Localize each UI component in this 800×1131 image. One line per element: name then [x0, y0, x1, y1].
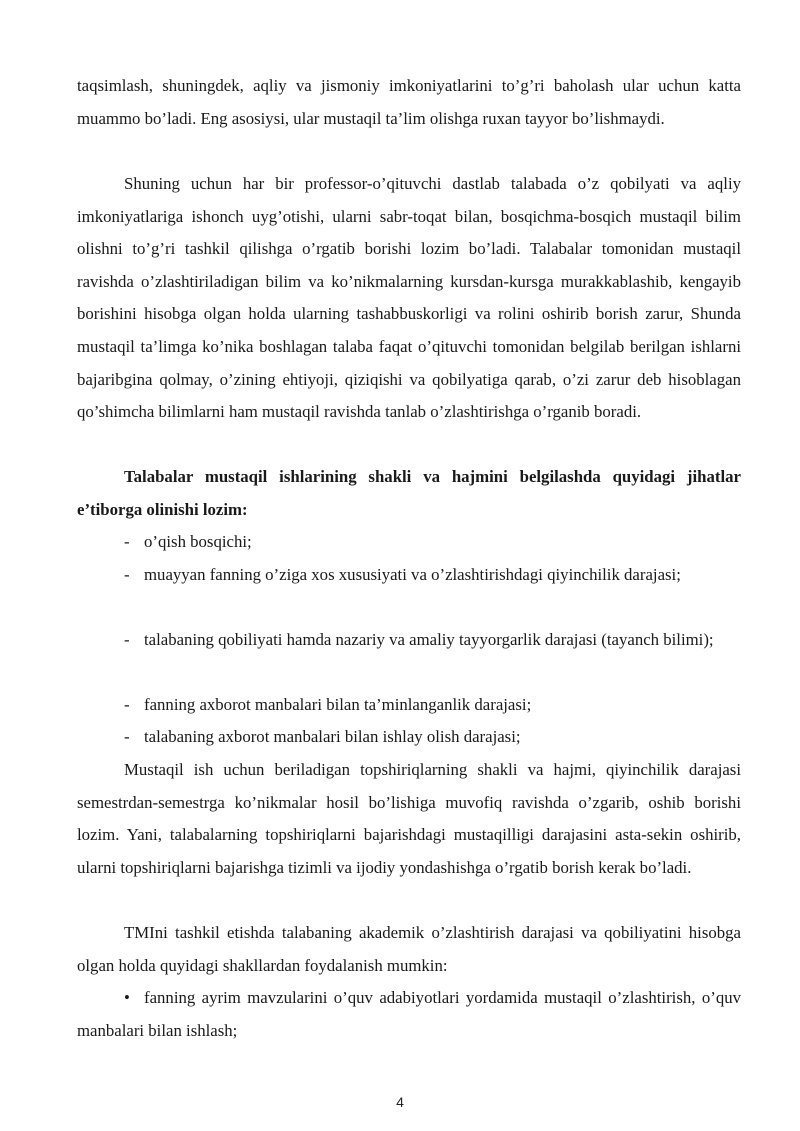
list-item-dash [77, 559, 741, 592]
list-item-text: muayyan fanning o’ziga xos xususiyati va o’zlashtirishdagi qiyinchilik darajasi; [144, 565, 681, 584]
paragraph-tmi-forms: TMIni tashkil etishda talabaning akademik o’zlashtirish darajasi va qobiliyatini hisobga olgan holda quyidagi shakllardan foydalanish mumkin: [77, 923, 741, 975]
list-item-text: fanning axborot manbalari bilan ta’minlanganlik darajasi; [144, 695, 532, 714]
dash-marker: - [124, 532, 130, 551]
page-number: 4 [396, 1094, 404, 1110]
paragraph-intro: taqsimlash, shuningdek, aqliy va jismoniy imkoniyatlarini to’g’ri baholash ular uchun katta muammo bo’ladi. Eng asosiysi, ular mustaqil ta’lim olishga ruxan tayyor bo’lishmaydi. [77, 76, 741, 128]
list-item-bullet [77, 982, 741, 1047]
list-item-text: o’qish bosqichi; [144, 532, 252, 551]
dash-marker: - [124, 727, 130, 746]
list-item-text: talabaning qobiliyati hamda nazariy va amaliy tayyorgarlik darajasi (tayanch bilimi); [144, 630, 714, 649]
list-item-dash [77, 721, 741, 754]
paragraph-task-progression: Mustaqil ish uchun beriladigan topshiriqlarning shakli va hajmi, qiyinchilik darajasi semestrdan-semestrga ko’nikmalar hosil bo’lishiga muvofiq ravishda o’zgarib, oshib borishi lozim. Yani, talabalarning topshiriqlarni bajarishdagi mustaqilligi darajasini asta-sekin oshirib, ularni topshiriqlarni bajarishga tizimli va ijodiy yondashishga o’rgatib borish kerak bo’ladi. [77, 760, 741, 877]
list-item-text: fanning ayrim mavzularini o’quv adabiyotlari yordamida mustaqil o’zlashtirish, o’quv manbalari bilan ishlash; [77, 988, 741, 1040]
list-item-dash [77, 526, 741, 559]
bullet-marker: • [124, 988, 130, 1007]
dash-marker: - [124, 630, 130, 649]
dash-marker: - [124, 695, 130, 714]
section-heading: Talabalar mustaqil ishlarining shakli va hajmini belgilashda quyidagi jihatlar e’tiborga olinishi lozim: [77, 467, 741, 519]
list-item-dash [77, 624, 741, 657]
list-item-text: talabaning axborot manbalari bilan ishlay olish darajasi; [144, 727, 521, 746]
dash-marker: - [124, 565, 130, 584]
paragraph-professor-role: Shuning uchun har bir professor-o’qituvchi dastlab talabada o’z qobilyati va aqliy imkoniyatlariga ishonch uyg’otishi, ularni sabr-toqat bilan, bosqichma-bosqich mustaqil bilim olishni to’g’ri tashkil qilishga o’rgatib borishi lozim bo’ladi. Talabalar tomonidan mustaqil ravishda o’zlashtiriladigan bilim va ko’nikmalarning kursdan-kursga murakkablashib, kengayib borishini hisobga olgan holda ularning tashabbuskorligi va rolini oshirib borish zarur, Shunda mustaqil ta’limga ko’nika boshlagan talaba faqat o’qituvchi tomonidan belgilab berilgan ishlarni bajaribgina qolmay, o’zining ehtiyoji, qiziqishi va qobilyatiga qarab, o’zi zarur deb hisoblagan qo’shimcha bilimlarni ham mustaqil ravishda tanlab o’zlashtirishga o’rganib boradi. [77, 174, 741, 422]
list-item-dash [77, 689, 741, 722]
